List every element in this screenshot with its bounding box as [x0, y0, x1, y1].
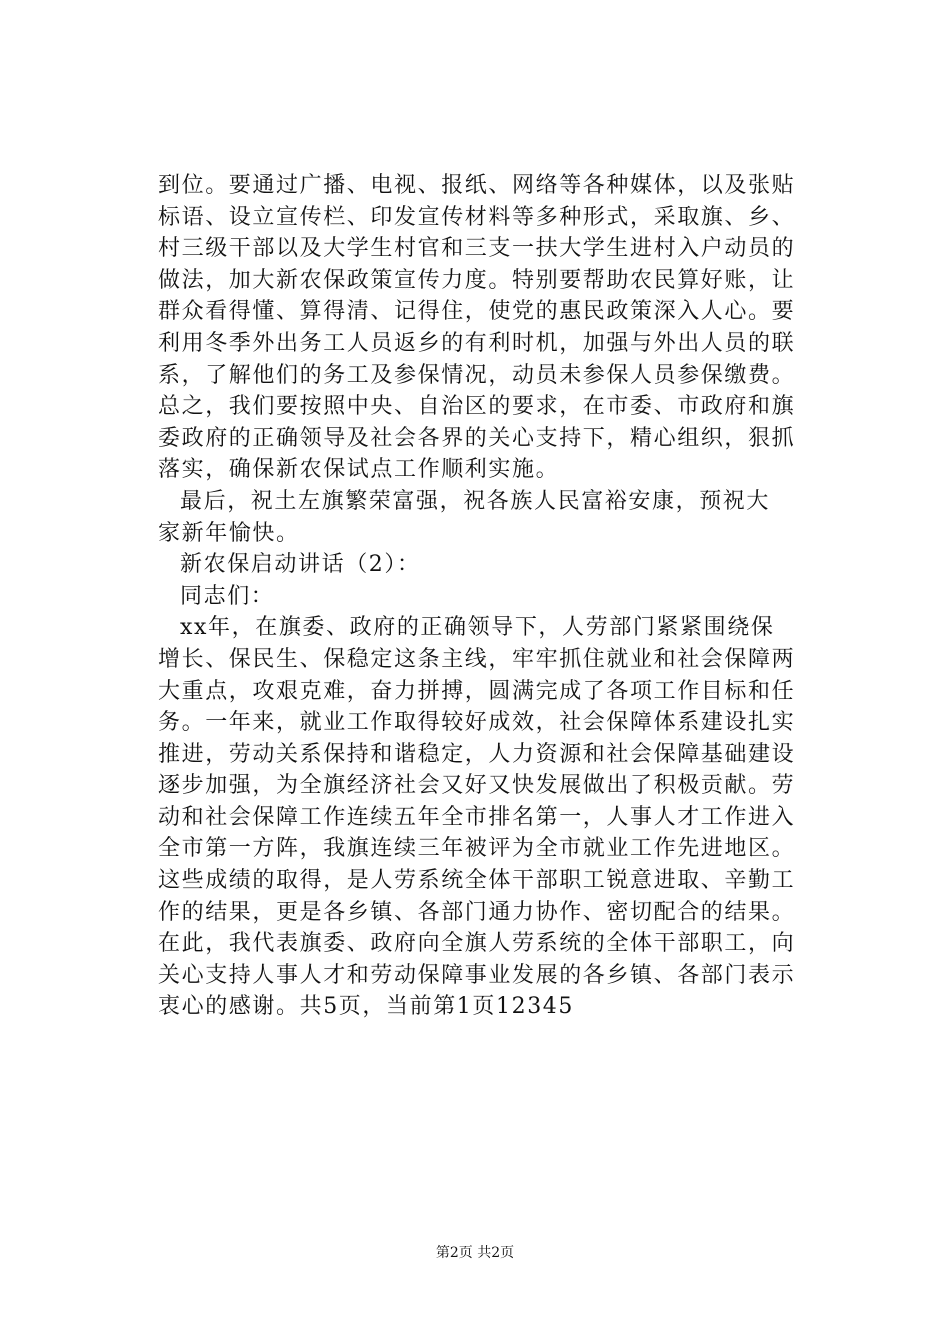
text-line: 系，了解他们的务工及参保情况，动员未参保人员参保缴费。 — [158, 362, 796, 388]
text-line: 务。一年来，就业工作取得较好成效，社会保障体系建设扎实 — [158, 710, 796, 736]
page-footer: 第2页 共2页 — [435, 1245, 515, 1261]
text-line: 大重点，攻艰克难，奋力拼搏，圆满完成了各项工作目标和任 — [158, 678, 796, 704]
text-line: 群众看得懂、算得清、记得住，使党的惠民政策深入人心。要 — [158, 299, 796, 325]
text-line: 增长、保民生、保稳定这条主线，牢牢抓住就业和社会保障两 — [158, 646, 796, 672]
text-line: 全市第一方阵，我旗连续三年被评为全市就业工作先进地区。 — [158, 836, 796, 862]
salutation: 同志们： — [180, 583, 275, 609]
text-line: 在此，我代表旗委、政府向全旗人劳系统的全体干部职工，向 — [158, 931, 796, 957]
text-line: 标语、设立宣传栏、印发宣传材料等多种形式，采取旗、乡、 — [158, 204, 796, 230]
text-line: 家新年愉快。 — [158, 520, 300, 546]
text-line: 逐步加强，为全旗经济社会又好又快发展做出了积极贡献。劳 — [158, 773, 796, 799]
text-line: 动和社会保障工作连续五年全市排名第一，人事人才工作进入 — [158, 804, 796, 830]
text-line: 关心支持人事人才和劳动保障事业发展的各乡镇、各部门表示 — [158, 962, 796, 988]
text-line: 总之，我们要按照中央、自治区的要求，在市委、市政府和旗 — [158, 394, 796, 420]
text-line: 村三级干部以及大学生村官和三支一扶大学生进村入户动员的 — [158, 236, 796, 262]
section-heading: 新农保启动讲话（2）： — [180, 552, 421, 578]
text-line: 委政府的正确领导及社会各界的关心支持下，精心组织，狠抓 — [158, 425, 796, 451]
text-line: 到位。要通过广播、电视、报纸、网络等各种媒体，以及张贴 — [158, 173, 796, 198]
text-line: 利用冬季外出务工人员返乡的有利时机，加强与外出人员的联 — [158, 330, 796, 356]
text-line: 衷心的感谢。共5页，当前第1页12345 — [158, 994, 574, 1020]
text-line: 推进，劳动关系保持和谐稳定，人力资源和社会保障基础建设 — [158, 741, 796, 767]
text-line: 做法，加大新农保政策宣传力度。特别要帮助农民算好账，让 — [158, 267, 796, 293]
text-line: 作的结果，更是各乡镇、各部门通力协作、密切配合的结果。 — [158, 899, 796, 925]
text-line: 这些成绩的取得，是人劳系统全体干部职工锐意进取、辛勤工 — [158, 868, 796, 894]
text-line: 落实，确保新农保试点工作顺利实施。 — [158, 457, 560, 483]
body-text — [158, 170, 816, 1023]
closing-paragraph-line: 最后，祝土左旗繁荣富强，祝各族人民富裕安康，预祝大 — [180, 488, 771, 514]
paragraph-start-line: xx年，在旗委、政府的正确领导下，人劳部门紧紧围绕保 — [180, 615, 775, 641]
